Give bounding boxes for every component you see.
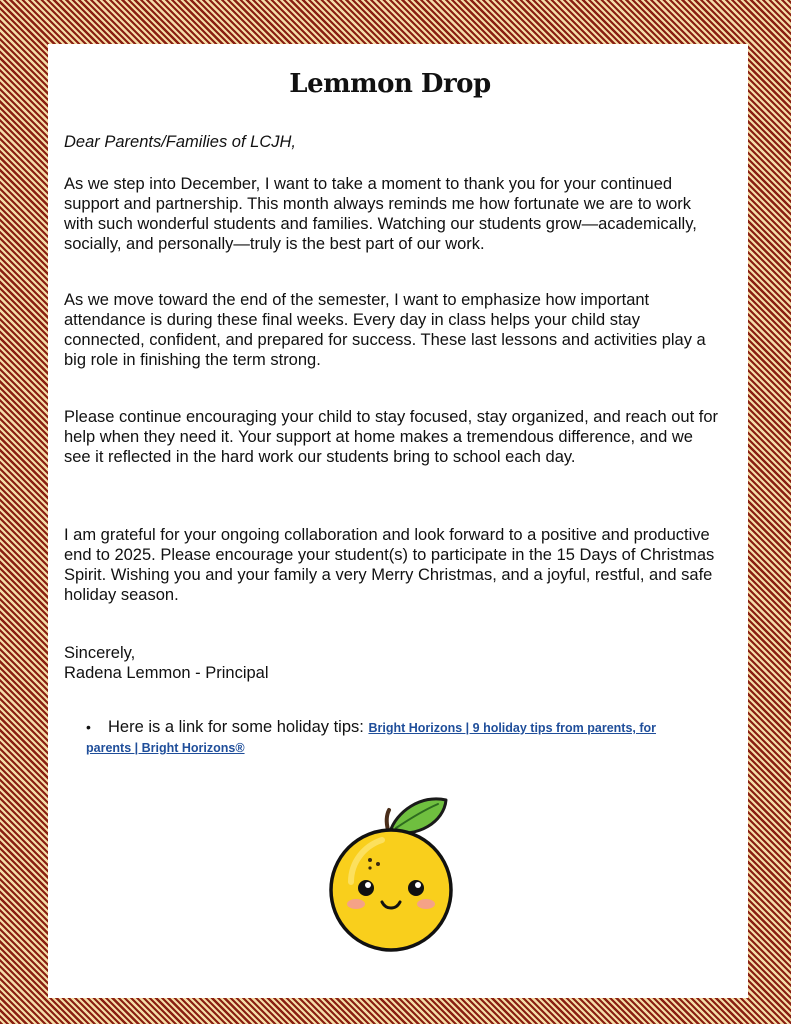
tips-label: Here is a link for some holiday tips: [108,718,364,736]
page-title: Lemmon Drop [289,69,491,99]
paragraph-gratitude: As we step into December, I want to take a moment to thank you for your continued support and partnership. This month always reminds me how fortunate we are to work with such wonderful students and families. Watching our students grow—academically, socially, and personally—truly is the best part of our work. [64,175,697,253]
holiday-tips-link-continued[interactable]: parents | Bright Horizons® [86,741,245,755]
signoff: Sincerely, [64,644,136,662]
lemon-mascot-icon [326,794,456,954]
holiday-tips-link[interactable]: Bright Horizons | 9 holiday tips from parents, for [368,721,657,735]
salutation: Dear Parents/Families of LCJH, [64,133,296,151]
closing-block [64,643,269,683]
holiday-tips-item [86,716,716,757]
paragraph-encouragement: Please continue encouraging your child to stay focused, stay organized, and reach out for help when they need it. Your support at home makes a tremendous difference, and we see it reflected in the hard work our students bring to school each day. [64,408,718,466]
bullet-icon: • [86,719,91,735]
signature: Radena Lemmon - Principal [64,664,269,682]
paragraph-closing-wishes: I am grateful for your ongoing collaboration and look forward to a positive and productive end to 2025. Please encourage your student(s) to participate in the 15 Days of Christmas Spirit. Wishing you and your family a very Merry Christmas, and a joyful, restful, and safe holiday season. [64,526,715,604]
paragraph-attendance: As we move toward the end of the semester, I want to emphasize how important attendance is during these final weeks. Every day in class helps your child stay connected, confident, and prepared for success. These last lessons and activities play a big role in finishing the term strong. [64,291,706,369]
